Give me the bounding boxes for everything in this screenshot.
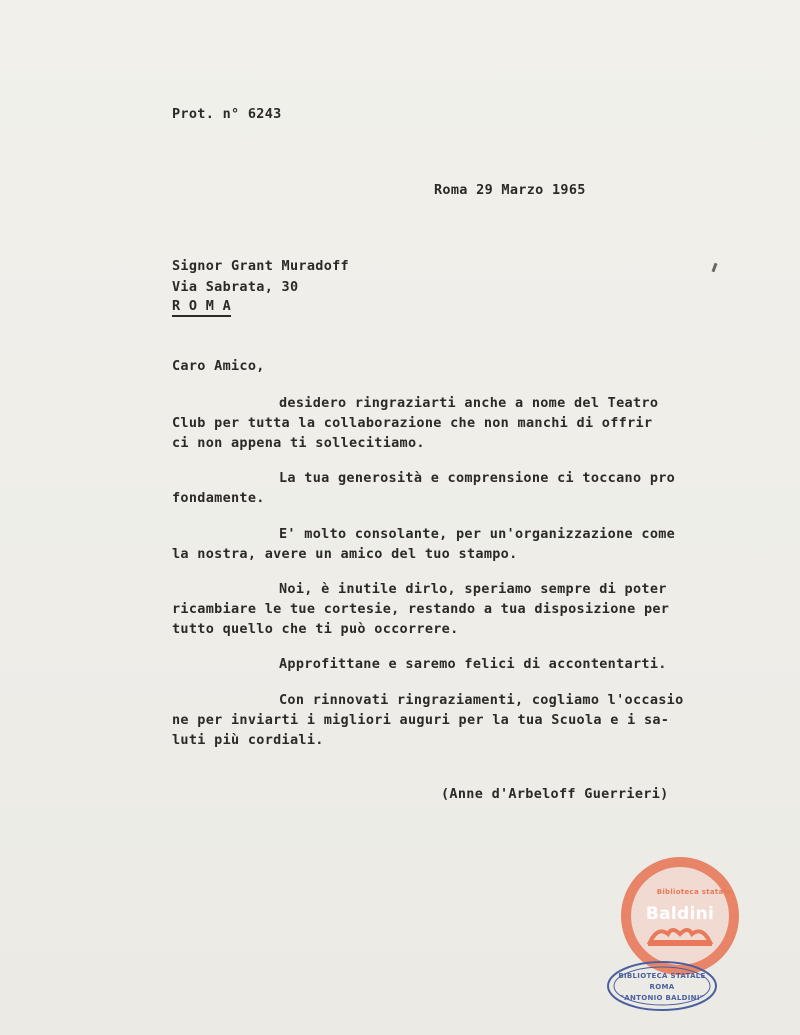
body-line: luti più cordiali. — [172, 732, 324, 748]
letter-date: Roma 29 Marzo 1965 — [434, 182, 586, 198]
library-ink-stamp — [604, 958, 720, 1014]
ink-stamp-mid: ROMA — [649, 983, 675, 991]
body-line: E' molto consolante, per un'organizzazione come — [279, 526, 676, 542]
body-line: la nostra, avere un amico del tuo stampo. — [172, 546, 518, 562]
recipient-city: R O M A — [172, 298, 231, 317]
body-line: ne per inviarti i migliori auguri per la tua Scuola e i sa- — [172, 712, 670, 728]
protocol-number: Prot. n° 6243 — [172, 106, 282, 122]
body-line: ricambiare le tue cortesie, restando a tua disposizione per — [172, 601, 670, 617]
body-line: Club per tutta la collaborazione che non manchi di offrir — [172, 415, 653, 431]
body-line: La tua generosità e comprensione ci toccano pro — [279, 470, 676, 486]
body-line: Noi, è inutile dirlo, speriamo sempre di poter — [279, 581, 667, 597]
recipient-name: Signor Grant Muradoff — [172, 258, 349, 274]
body-line: desidero ringraziarti anche a nome del Teatro — [279, 395, 659, 411]
salutation: Caro Amico, — [172, 358, 265, 374]
body-line: ci non appena ti sollecitiamo. — [172, 435, 425, 451]
body-line: Approfittane e saremo felici di accontentarti. — [279, 656, 667, 672]
body-line: tutto quello che ti può occorrere. — [172, 621, 459, 637]
pencil-mark — [712, 263, 718, 272]
library-logo-text: Baldini — [645, 904, 715, 924]
library-logo-sub: Biblioteca statale — [656, 888, 732, 896]
ink-stamp-bottom: "ANTONIO BALDINI" — [620, 994, 704, 1002]
ink-stamp-top: BIBLIOTECA STATALE — [618, 972, 706, 980]
body-line: Con rinnovati ringraziamenti, cogliamo l'occasio — [279, 692, 684, 708]
body-line: fondamente. — [172, 490, 265, 506]
recipient-street: Via Sabrata, 30 — [172, 279, 299, 295]
signature: (Anne d'Arbeloff Guerrieri) — [441, 786, 669, 802]
